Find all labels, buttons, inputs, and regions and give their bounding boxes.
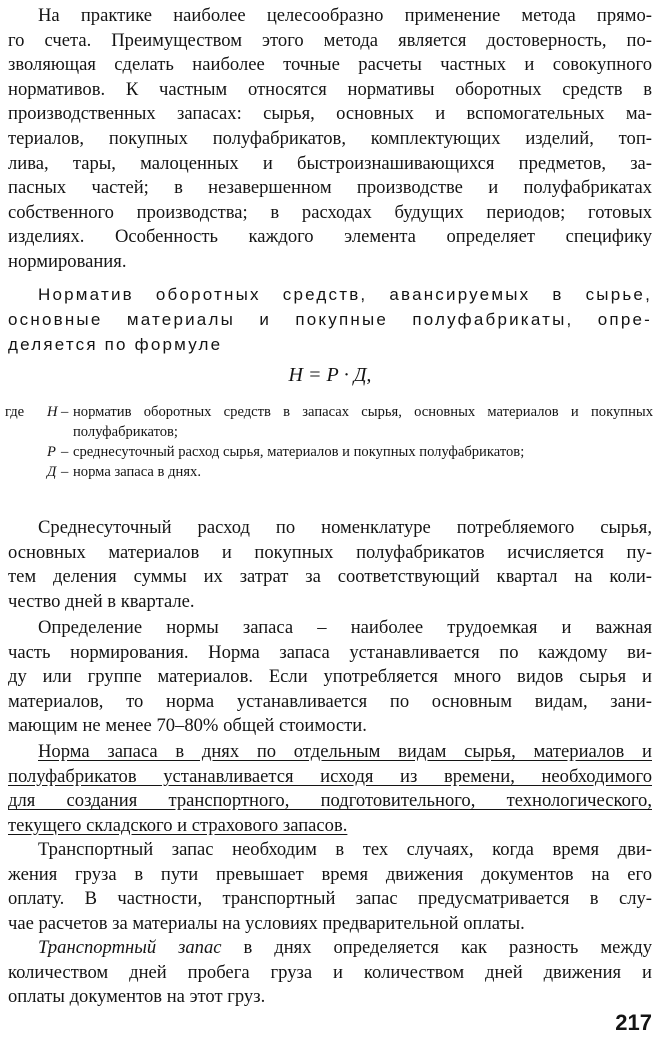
text-line: ду или группе материалов. Если употребляется много видов сырья и: [8, 666, 652, 688]
legend-dash: –: [61, 444, 69, 460]
text-line: материалов, то норма устанавливается по основным видам, зани-: [8, 690, 652, 712]
text-line: Определение нормы запаса – наиболее трудоемкая и важная: [38, 617, 652, 638]
text-line: зволяющая сделать наиболее точные расчеты частных и совокупного: [8, 54, 652, 76]
text-line: оплаты документов на этот груз.: [8, 986, 266, 1008]
legend-item: [5, 402, 653, 442]
text-line: териалов, покупных полуфабрикатов, комплектующих изделий, топ-: [8, 127, 652, 149]
paragraph-transport-stock: [8, 838, 652, 936]
paragraph-stock-norm: [8, 616, 652, 739]
text-line: нормирования.: [8, 250, 127, 272]
text-line: Норма запаса в днях по отдельным видам сырья, материалов и: [38, 741, 652, 762]
paragraph-daily-consumption: [8, 516, 652, 614]
legend-symbol: Р: [47, 444, 56, 460]
text-line: оплату. В частности, транспортный запас предусматривается в слу-: [8, 888, 652, 910]
text-line: собственного производства; в расходах будущих периодов; готовых: [8, 201, 652, 223]
text-line: основные материалы и покупные полуфабрикаты, опре-: [8, 310, 652, 329]
legend-text: среднесуточный расход сырья, материалов и покупных полуфабрикатов;: [73, 444, 525, 460]
text-line: текущего складского и страхового запасов.: [8, 814, 348, 836]
text-line: Норматив оборотных средств, авансируемых в сырье,: [38, 285, 652, 304]
page-number: 217: [615, 1010, 652, 1035]
formula: Н = Р · Д,: [288, 364, 372, 386]
text-segment: в днях определяется как разность между: [221, 937, 653, 958]
text-line: нормативов. К частным относятся нормативы оборотных средств в: [8, 78, 652, 100]
text-line: количеством дней пробега груза и количеством дней движения и: [8, 961, 652, 983]
paragraph-direct-count-method: [8, 4, 652, 275]
legend-text: норма запаса в днях.: [73, 464, 201, 480]
legend-symbol: Д: [47, 464, 57, 480]
text-line: изделиях. Особенность каждого элемента определяет специфику: [8, 226, 652, 248]
text-line: производственных запасах: сырья, основных и вспомогательных ма-: [8, 103, 652, 125]
text-line: жения груза в пути превышает время движения документов на его: [8, 863, 652, 885]
legend-item: [5, 442, 653, 462]
paragraph-formula-intro: [8, 282, 652, 357]
text-line: основных материалов и покупных полуфабрикатов исчисляется пу-: [8, 541, 652, 563]
text-line: для создания транспортного, подготовительного, технологического,: [8, 790, 652, 812]
legend-dash: –: [61, 464, 69, 480]
legend-text: норматив оборотных средств в запасах сырья, основных материалов и покупных полуфабрикатов;: [73, 404, 653, 440]
text-line: го счета. Преимуществом этого метода является достоверность, по-: [8, 29, 652, 51]
text-line: чество дней в квартале.: [8, 590, 195, 612]
paragraph-underlined-rule: [8, 740, 652, 838]
text-line: На практике наиболее целесообразно применение метода прямо-: [38, 5, 652, 26]
text-line: Транспортный запас необходим в тех случаях, когда время дви-: [38, 839, 652, 860]
paragraph-transport-stock-definition: [8, 936, 652, 1010]
legend-symbol: Н: [47, 404, 58, 420]
legend-prefix: где: [5, 404, 25, 420]
text-line: Среднесуточный расход по номенклатуре потребляемого сырья,: [38, 517, 652, 538]
legend-dash: –: [61, 404, 69, 420]
text-line: [8, 936, 652, 961]
text-line: пасных частей; в незавершенном производстве и полуфабрикатах: [8, 177, 652, 199]
legend-item: [5, 462, 653, 482]
text-line: лива, тары, малоценных и быстроизнашивающихся предметов, за-: [8, 152, 652, 174]
text-line: часть нормирования. Норма запаса устанавливается по каждому ви-: [8, 641, 652, 663]
text-line: полуфабрикатов устанавливается исходя из времени, необходимого: [8, 765, 652, 787]
text-line: деляется по формуле: [8, 335, 223, 354]
italic-term: Транспортный запас: [38, 937, 222, 958]
text-line: чае расчетов за материалы на условиях предварительной оплаты.: [8, 912, 525, 934]
text-line: мающим не менее 70–80% общей стоимости.: [8, 715, 367, 737]
text-line: тем деления суммы их затрат за соответствующий квартал на коли-: [8, 566, 652, 588]
formula-legend: [5, 402, 653, 482]
